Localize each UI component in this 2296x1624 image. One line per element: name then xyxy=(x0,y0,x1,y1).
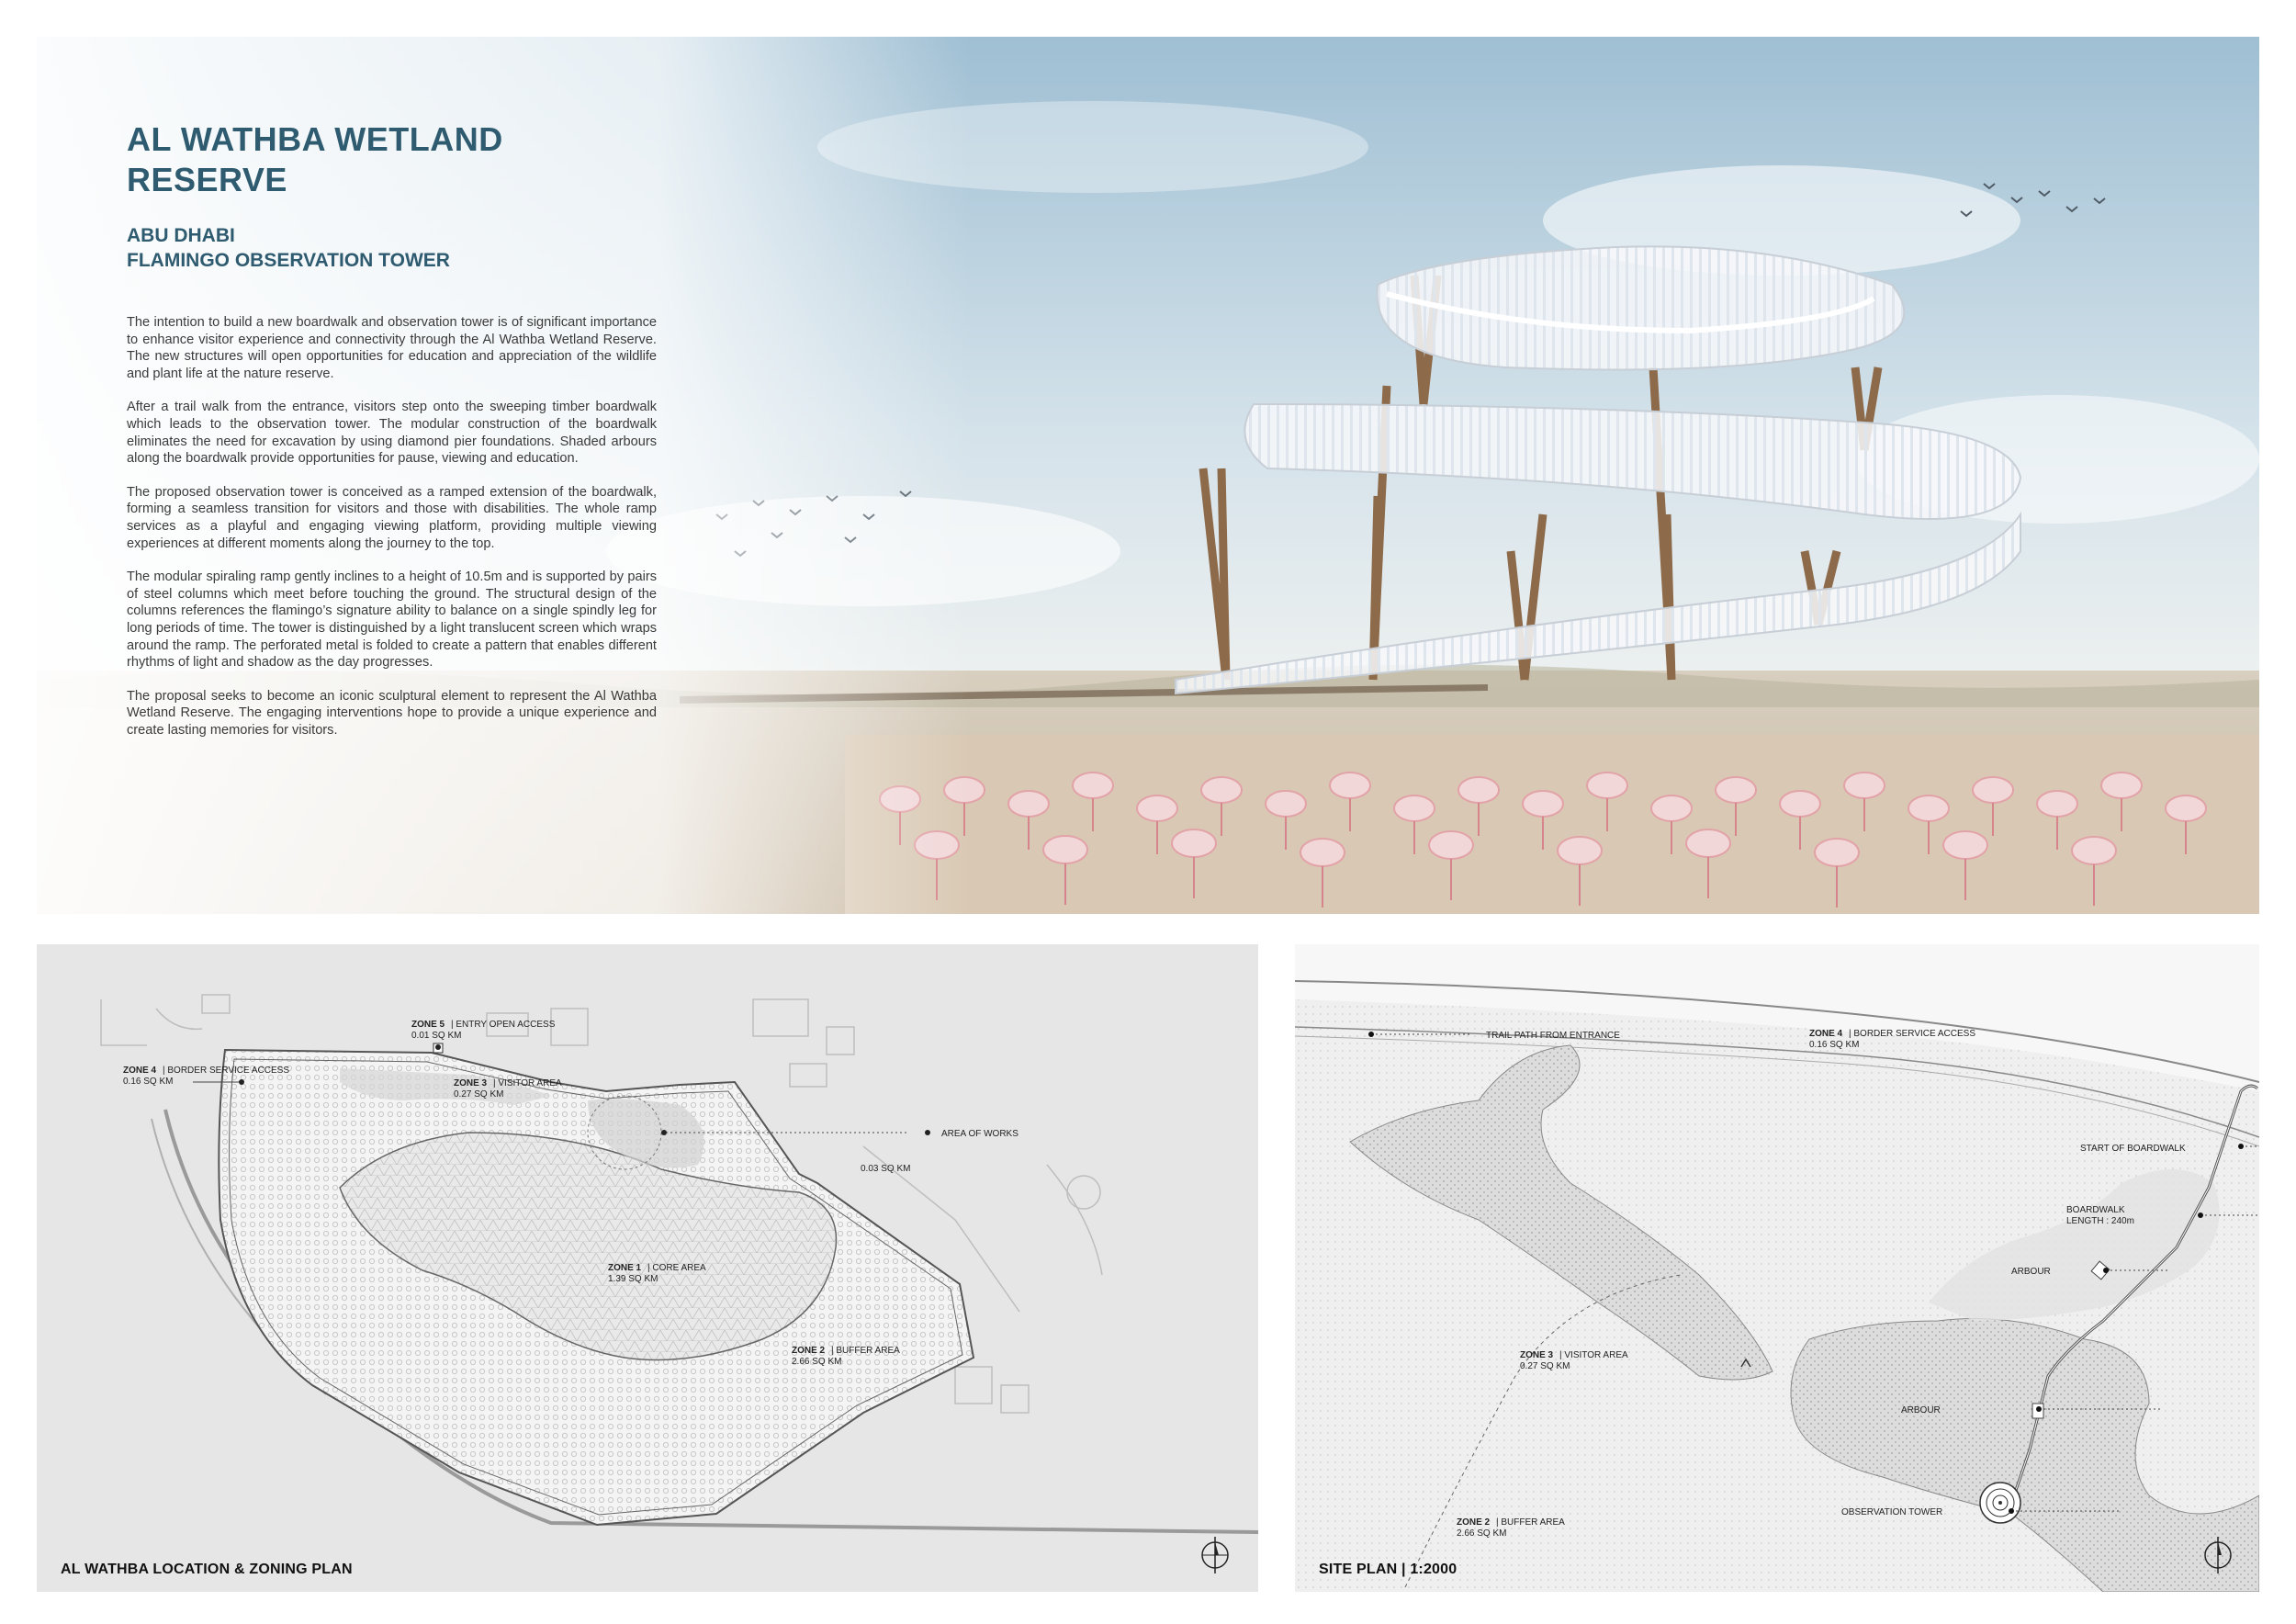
site-plan-drawing xyxy=(1295,944,2259,1592)
site-zone3-name-label: ZONE 3 xyxy=(1520,1350,1554,1360)
title-line-2: RESERVE xyxy=(127,161,287,198)
zoning-plan-caption: AL WATHBA LOCATION & ZONING PLAN xyxy=(61,1562,353,1577)
subtitle-city: ABU DHABI xyxy=(127,225,235,246)
site-zone3-area-label: 0.27 SQ KM xyxy=(1520,1361,1570,1371)
site-zone3-desc-label: | VISITOR AREA xyxy=(1559,1350,1628,1360)
works-label: AREA OF WORKS xyxy=(941,1129,1019,1139)
works-area-label: 0.03 SQ KM xyxy=(861,1164,911,1174)
arbour-label: ARBOUR xyxy=(2011,1267,2051,1277)
zone4-name-label: ZONE 4 xyxy=(123,1066,157,1076)
site-zone4-desc-label: | BORDER SERVICE ACCESS xyxy=(1849,1029,1976,1039)
observation-tower-plan-icon xyxy=(1980,1483,2020,1523)
site-plan-caption: SITE PLAN | 1:2000 xyxy=(1319,1562,1458,1577)
trail-label: TRAIL PATH FROM ENTRANCE xyxy=(1486,1031,1620,1041)
description-paragraph: The proposal seeks to become an iconic sculptural element to represent the Al Wathba Wetland Reserve. The engaging interventions hope to provide a unique experience and create lasting memories for visitors. xyxy=(127,688,657,738)
zone3-name-label: ZONE 3 xyxy=(454,1078,488,1088)
site-plan-panel xyxy=(1295,944,2259,1592)
zone2-name-label: ZONE 2 xyxy=(792,1346,826,1356)
subtitle-project: FLAMINGO OBSERVATION TOWER xyxy=(127,250,450,271)
site-zone4-name-label: ZONE 4 xyxy=(1809,1029,1843,1039)
title-block xyxy=(127,119,503,273)
zone4-area-label: 0.16 SQ KM xyxy=(123,1077,174,1087)
description-paragraph: The proposed observation tower is conceived as a ramped extension of the boardwalk, forming a seamless transition for visitors and those with disabilities. The whole ramp services as a playful and engaging viewing platform, providing multiple viewing experiences at different moments along the journey to the top. xyxy=(127,484,657,551)
zone2-desc-label: | BUFFER AREA xyxy=(831,1346,900,1356)
tower-label: OBSERVATION TOWER xyxy=(1841,1507,1943,1517)
zone4-desc-label: | BORDER SERVICE ACCESS xyxy=(163,1066,290,1076)
title-line-1: AL WATHBA WETLAND xyxy=(127,120,503,158)
description-paragraph: The intention to build a new boardwalk and observation tower is of significant importance to enhance visitor experience and connectivity through the Al Wathba Wetland Reserve. The new structures will open opportunities for education and appreciation of the wildlife and plant life at the nature reserve. xyxy=(127,315,657,381)
zoning-plan-drawing xyxy=(37,944,1258,1592)
boardwalk-label: BOARDWALK xyxy=(2066,1205,2125,1215)
zone5-name-label: ZONE 5 xyxy=(411,1020,445,1030)
description-paragraph: After a trail walk from the entrance, visitors step onto the sweeping timber boardwalk which leads to the observation tower. The modular construction of the boardwalk eliminates the need for excavation by using diamond pier foundations. Shaded arbours along the boardwalk provide opportunities for pause, viewing and education. xyxy=(127,400,657,467)
zone1-name-label: ZONE 1 xyxy=(608,1263,642,1273)
zone5-desc-label: | ENTRY OPEN ACCESS xyxy=(451,1020,556,1030)
arbour-label: ARBOUR xyxy=(1901,1405,1941,1415)
zone1-desc-label: | CORE AREA xyxy=(647,1263,706,1273)
project-description xyxy=(127,314,657,755)
zone3-desc-label: | VISITOR AREA xyxy=(493,1078,562,1088)
north-arrow-icon xyxy=(1202,1537,1228,1573)
zone3-area-label: 0.27 SQ KM xyxy=(454,1089,504,1100)
site-zone2-area-label: 2.66 SQ KM xyxy=(1457,1528,1507,1539)
zoning-plan-panel xyxy=(37,944,1258,1592)
project-title xyxy=(127,119,503,200)
boardwalk-length-label: LENGTH : 240m xyxy=(2066,1216,2134,1226)
zone2-area-label: 2.66 SQ KM xyxy=(792,1357,842,1367)
zone5-area-label: 0.01 SQ KM xyxy=(411,1031,462,1041)
site-zone2-name-label: ZONE 2 xyxy=(1457,1517,1491,1528)
zone1-area-label: 1.39 SQ KM xyxy=(608,1274,658,1284)
site-zone4-area-label: 0.16 SQ KM xyxy=(1809,1040,1860,1050)
description-paragraph: The modular spiraling ramp gently inclines to a height of 10.5m and is supported by pairs of steel columns which meet before touching the ground. The structural design of the columns references the flamingo’s signature ability to balance on a single spindly leg for long periods of time. The tower is distinguished by a light translucent screen which wraps around the ramp. The perforated metal is folded to create a pattern that enables different rhythms of light and shadow as the day progresses. xyxy=(127,570,657,671)
project-subtitle xyxy=(127,223,503,273)
start-boardwalk-label: START OF BOARDWALK xyxy=(2080,1144,2186,1154)
site-zone2-desc-label: | BUFFER AREA xyxy=(1496,1517,1565,1528)
